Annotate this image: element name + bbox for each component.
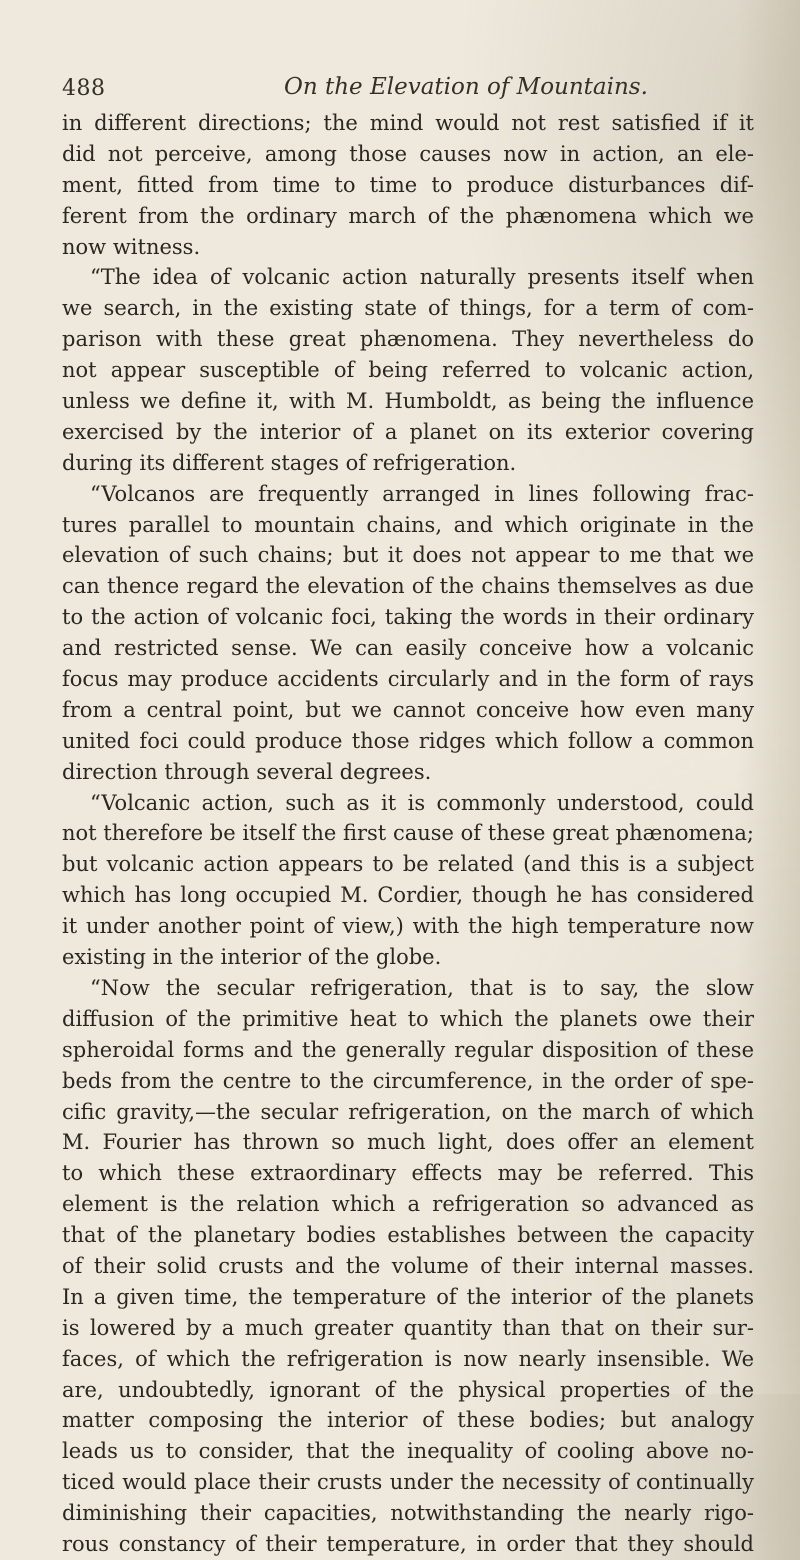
text-line: are, undoubtedly, ignorant of the physical properties of the — [62, 1377, 754, 1402]
text-line: that of the planetary bodies establishes between the capacity — [62, 1223, 754, 1248]
text-line: during its different stages of refrigeration. — [62, 450, 517, 475]
text-line: but volcanic action appears to be related (and this is a subject — [62, 852, 754, 877]
text-line: “Now the secular refrigeration, that is to say, the slow — [90, 975, 754, 1000]
text-line: to the action of volcanic foci, taking the words in their ordinary — [62, 605, 754, 630]
text-line: “The idea of volcanic action naturally presents itself when — [90, 265, 754, 290]
text-line: M. Fourier has thrown so much light, does offer an element — [62, 1130, 754, 1155]
text-line: ferent from the ordinary march of the phænomena which we — [62, 203, 754, 228]
text-line: element is the relation which a refrigeration so advanced as — [62, 1192, 754, 1217]
running-head — [62, 70, 752, 106]
text-line: we search, in the existing state of things, for a term of com- — [62, 296, 754, 321]
text-line: is lowered by a much greater quantity than that on their sur- — [62, 1315, 754, 1340]
text-line: unless we define it, with M. Humboldt, as being the influence — [62, 389, 754, 414]
text-line: faces, of which the refrigeration is now nearly insensible. We — [62, 1346, 754, 1371]
text-line: which has long occupied M. Cordier, though he has considered — [62, 883, 754, 908]
text-line: leads us to consider, that the inequality of cooling above no- — [62, 1439, 754, 1464]
text-line: did not perceive, among those causes now in action, an ele- — [62, 141, 754, 166]
text-line: united foci could produce those ridges which follow a common — [62, 728, 754, 753]
text-line: “Volcanos are frequently arranged in lines following frac- — [90, 481, 754, 506]
text-line: of their solid crusts and the volume of their internal masses. — [62, 1253, 754, 1278]
text-line: tures parallel to mountain chains, and which originate in the — [62, 512, 754, 537]
text-line: can thence regard the elevation of the chains themselves as due — [62, 574, 754, 599]
text-line: direction through several degrees. — [62, 759, 432, 784]
text-line: elevation of such chains; but it does not appear to me that we — [62, 543, 754, 568]
text-line: diffusion of the primitive heat to which the planets owe their — [62, 1006, 754, 1031]
text-line: and restricted sense. We can easily conceive how a volcanic — [62, 636, 754, 661]
text-line: it under another point of view,) with the high temperature now — [62, 914, 754, 939]
text-line: ticed would place their crusts under the necessity of continually — [62, 1470, 754, 1495]
text-line: to which these extraordinary effects may be referred. This — [62, 1161, 754, 1186]
text-line: beds from the centre to the circumference, in the order of spe- — [62, 1068, 754, 1093]
text-line: not appear susceptible of being referred to volcanic action, — [62, 358, 754, 383]
text-line: matter composing the interior of these bodies; but analogy — [62, 1408, 754, 1433]
text-line: exercised by the interior of a planet on its exterior covering — [62, 419, 754, 444]
text-line: existing in the interior of the globe. — [62, 945, 442, 970]
text-line: rous constancy of their temperature, in order that they should — [62, 1531, 754, 1556]
text-line: ment, fitted from time to time to produce disturbances dif- — [62, 172, 754, 197]
text-line: In a given time, the temperature of the interior of the planets — [62, 1284, 754, 1309]
running-title: On the Elevation of Mountains. — [284, 74, 648, 100]
text-line: now witness. — [62, 234, 201, 259]
text-line: diminishing their capacities, notwithstanding the nearly rigo- — [62, 1501, 754, 1526]
text-line: “Volcanic action, such as it is commonly understood, could — [90, 790, 754, 815]
text-line: spheroidal forms and the generally regular disposition of these — [62, 1037, 754, 1062]
text-line: focus may produce accidents circularly and in the form of rays — [62, 667, 754, 692]
page-number: 488 — [62, 76, 106, 101]
text-line: in different directions; the mind would not rest satisfied if it — [62, 111, 754, 135]
text-line: parison with these great phænomena. They nevertheless do — [62, 327, 754, 352]
text-line: from a central point, but we cannot conceive how even many — [62, 697, 754, 722]
text-line: cific gravity,—the secular refrigeration, on the march of which — [62, 1099, 754, 1124]
body-text — [62, 108, 754, 1560]
text-line: not therefore be itself the first cause of these great phænomena; — [62, 821, 754, 846]
